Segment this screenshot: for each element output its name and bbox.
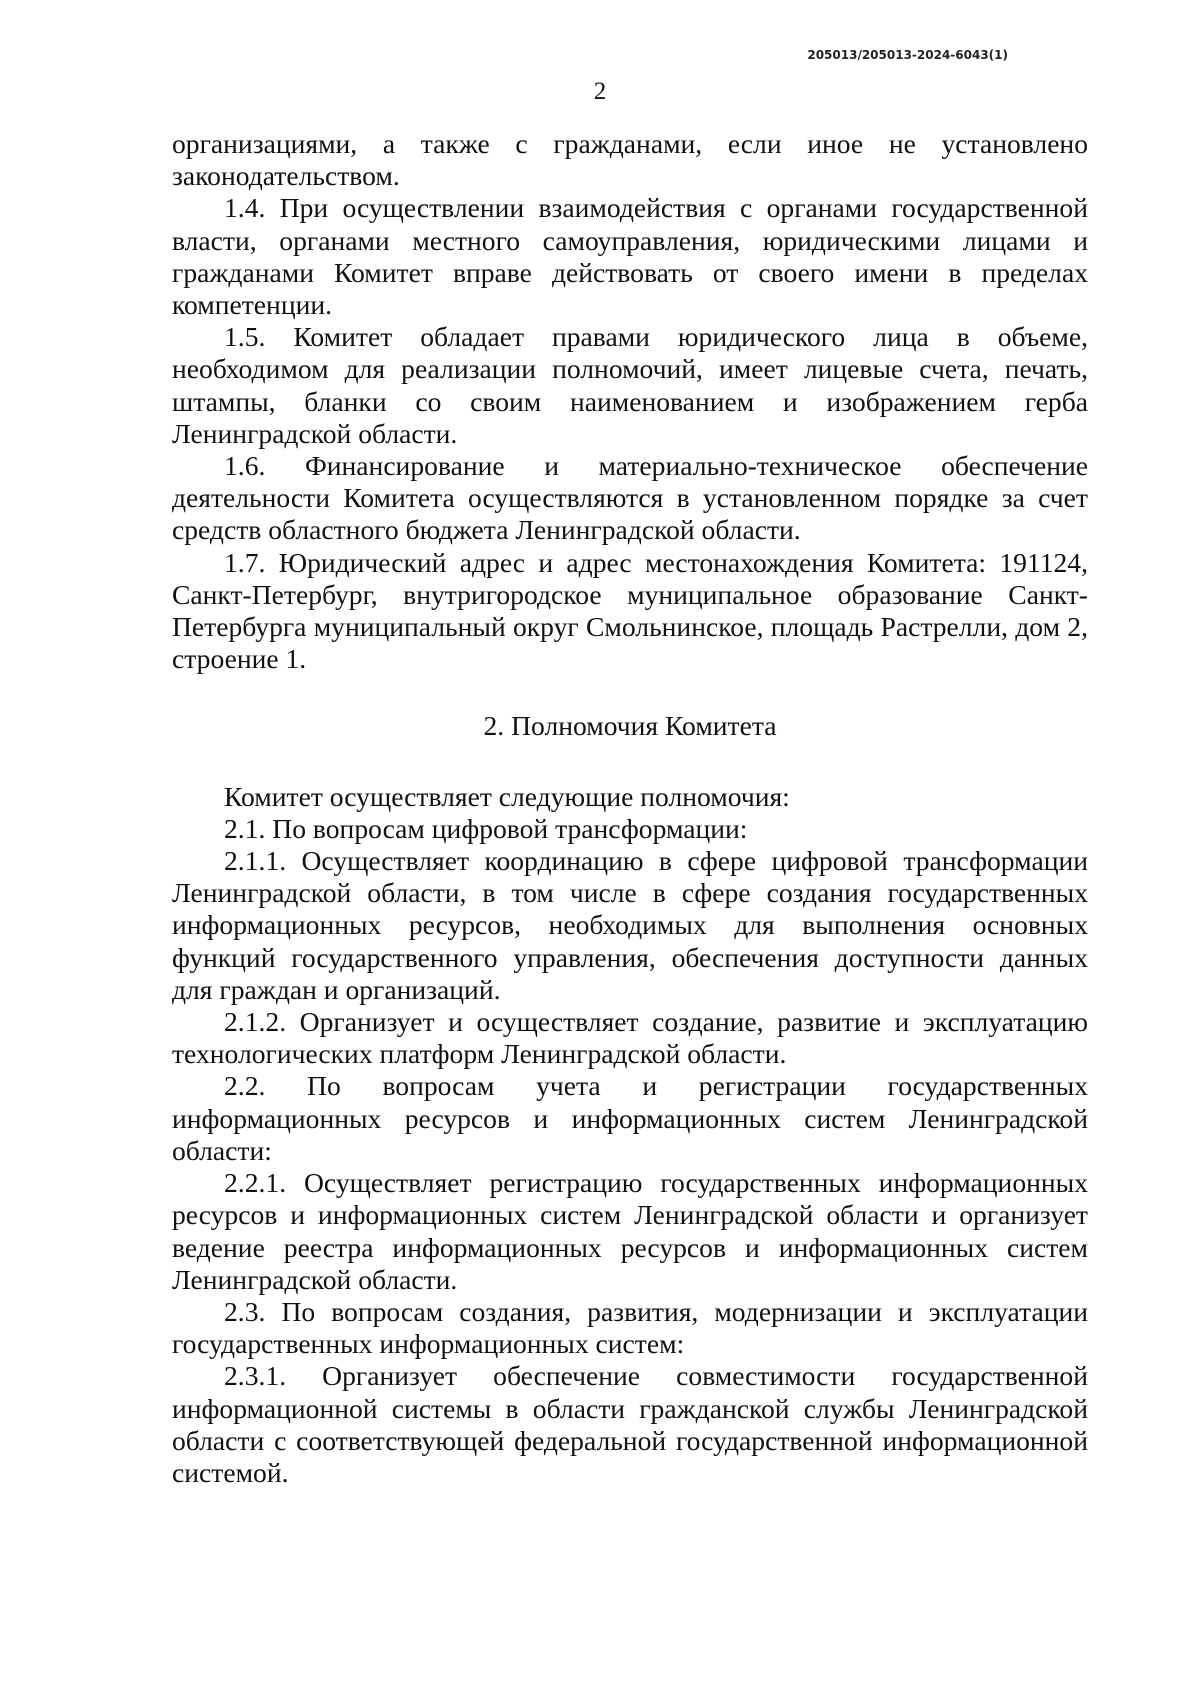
paragraph-2-1-1: 2.1.1. Осуществляет координацию в сфере цифровой трансформации Ленинградской области, в том числе в сфере создания государственных информационных ресурсов, необходимых для выполнения основных функций государственного управления, обеспечения доступности данных для граждан и организаций. [172, 845, 1088, 1005]
paragraph-2-2-1: 2.2.1. Осуществляет регистрацию государственных информационных ресурсов и информационных систем Ленинградской области и организует ведение реестра информационных ресурсов и информационных систем Ленинградской области. [172, 1167, 1088, 1295]
paragraph-1-4: 1.4. При осуществлении взаимодействия с органами государственной власти, органами местного самоуправления, юридическими лицами и гражданами Комитет вправе действовать от своего имени в пределах компетенции. [172, 192, 1088, 321]
document-body [172, 128, 1088, 1489]
section-heading: 2. Полномочия Комитета [483, 710, 777, 742]
paragraph-1-5: 1.5. Комитет обладает правами юридического лица в объеме, необходимом для реализации полномочий, имеет лицевые счета, печать, штампы, бланки со своим наименованием и изображением герба Ленинградской области. [172, 321, 1088, 449]
paragraph-2-2: 2.2. По вопросам учета и регистрации государственных информационных ресурсов и информационных систем Ленинградской области: [172, 1070, 1088, 1166]
paragraph-intro: Комитет осуществляет следующие полномочия: [224, 780, 790, 812]
paragraph-2-3-1: 2.3.1. Организует обеспечение совместимости государственной информационной системы в области гражданской службы Ленинградской области с соответствующей федеральной государственной информационной системой. [172, 1360, 1088, 1488]
document-registration-number: 205013/205013-2024-6043(1) [807, 48, 1008, 62]
paragraph-2-1-2: 2.1.2. Организует и осуществляет создание, развитие и эксплуатацию технологических платформ Ленинградской области. [172, 1006, 1088, 1070]
paragraph-2-3: 2.3. По вопросам создания, развития, модернизации и эксплуатации государственных информационных систем: [172, 1295, 1088, 1360]
paragraph-continuation: организациями, а также с гражданами, если иное не установлено законодательством. [172, 128, 1088, 192]
page-number: 2 [593, 78, 607, 105]
paragraph-2-1: 2.1. По вопросам цифровой трансформации: [224, 812, 748, 844]
paragraph-1-7: 1.7. Юридический адрес и адрес местонахождения Комитета: 191124, Санкт-Петербург, внутригородское муниципальное образование Санкт-Петербурга муниципальный округ Смольнинское, площадь Растрелли, дом 2, строение 1. [172, 546, 1088, 675]
paragraph-1-6: 1.6. Финансирование и материально-техническое обеспечение деятельности Комитета осуществляются в установленном порядке за счет средств областного бюджета Ленинградской области. [172, 450, 1088, 546]
